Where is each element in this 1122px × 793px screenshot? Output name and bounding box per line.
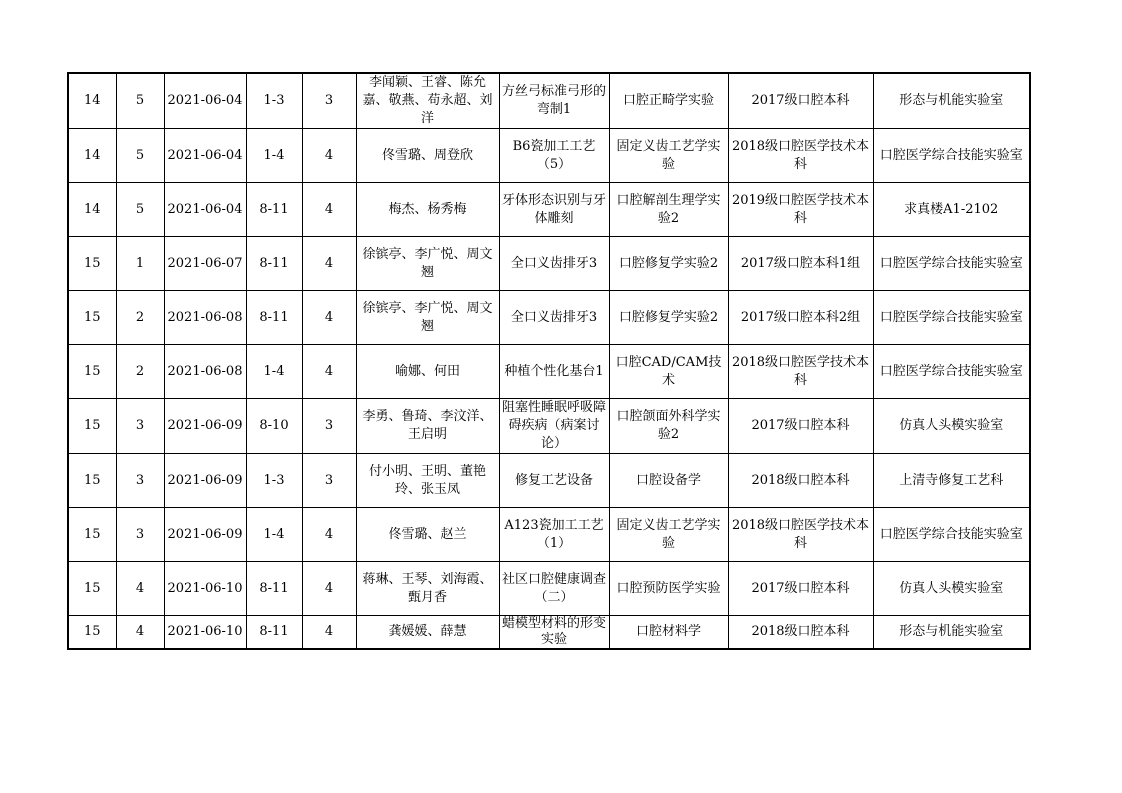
course-cell: 口腔解剖生理学实验2 [609, 183, 728, 237]
date-cell: 2021-06-04 [164, 129, 246, 183]
course-cell: 固定义齿工艺学实验 [609, 508, 728, 562]
weekday-cell: 5 [116, 129, 164, 183]
course-cell: 口腔正畸学实验 [609, 73, 728, 129]
teachers-cell: 龚媛媛、薛慧 [356, 616, 499, 650]
location-cell: 形态与机能实验室 [873, 73, 1030, 129]
table-row [68, 508, 1030, 562]
location-cell: 口腔医学综合技能实验室 [873, 508, 1030, 562]
table-row [68, 616, 1030, 650]
weekday-cell: 2 [116, 291, 164, 345]
topic-cell: 阻塞性睡眠呼吸障碍疾病（病案讨论） [499, 399, 609, 454]
topic-cell: B6瓷加工工艺（5） [499, 129, 609, 183]
date-cell: 2021-06-10 [164, 616, 246, 650]
period-cell: 1-3 [246, 73, 302, 129]
topic-cell: 方丝弓标准弓形的弯制1 [499, 73, 609, 129]
hours-cell: 3 [302, 454, 356, 508]
hours-cell: 3 [302, 399, 356, 454]
table-row [68, 237, 1030, 291]
hours-cell: 3 [302, 73, 356, 129]
hours-cell: 4 [302, 237, 356, 291]
date-cell: 2021-06-09 [164, 508, 246, 562]
period-cell: 8-11 [246, 237, 302, 291]
week-cell: 14 [68, 183, 116, 237]
class-cell: 2017级口腔本科 [728, 73, 873, 129]
weekday-cell: 1 [116, 237, 164, 291]
date-cell: 2021-06-10 [164, 562, 246, 616]
week-cell: 15 [68, 291, 116, 345]
course-cell: 口腔修复学实验2 [609, 237, 728, 291]
weekday-cell: 4 [116, 616, 164, 650]
weekday-cell: 3 [116, 399, 164, 454]
class-cell: 2019级口腔医学技术本科 [728, 183, 873, 237]
date-cell: 2021-06-04 [164, 183, 246, 237]
topic-cell: 蜡模型材料的形变实验 [499, 616, 609, 650]
topic-cell: 牙体形态识别与牙体雕刻 [499, 183, 609, 237]
course-cell: 口腔颌面外科学实验2 [609, 399, 728, 454]
class-cell: 2018级口腔本科 [728, 454, 873, 508]
period-cell: 1-3 [246, 454, 302, 508]
table-row [68, 454, 1030, 508]
week-cell: 15 [68, 345, 116, 399]
class-cell: 2017级口腔本科2组 [728, 291, 873, 345]
topic-cell: 全口义齿排牙3 [499, 291, 609, 345]
location-cell: 口腔医学综合技能实验室 [873, 291, 1030, 345]
class-cell: 2017级口腔本科1组 [728, 237, 873, 291]
hours-cell: 4 [302, 345, 356, 399]
date-cell: 2021-06-08 [164, 291, 246, 345]
week-cell: 14 [68, 129, 116, 183]
hours-cell: 4 [302, 129, 356, 183]
location-cell: 口腔医学综合技能实验室 [873, 237, 1030, 291]
table-row [68, 183, 1030, 237]
class-cell: 2018级口腔医学技术本科 [728, 129, 873, 183]
teachers-cell: 佟雪璐、周登欣 [356, 129, 499, 183]
teachers-cell: 徐镔亭、李广悦、周文翘 [356, 237, 499, 291]
class-cell: 2018级口腔医学技术本科 [728, 508, 873, 562]
period-cell: 8-11 [246, 183, 302, 237]
hours-cell: 4 [302, 508, 356, 562]
hours-cell: 4 [302, 616, 356, 650]
weekday-cell: 5 [116, 73, 164, 129]
hours-cell: 4 [302, 291, 356, 345]
teachers-cell: 李勇、鲁琦、李汶洋、王启明 [356, 399, 499, 454]
teachers-cell: 喻娜、何田 [356, 345, 499, 399]
date-cell: 2021-06-09 [164, 399, 246, 454]
course-cell: 固定义齿工艺学实验 [609, 129, 728, 183]
location-cell: 求真楼A1-2102 [873, 183, 1030, 237]
table-row [68, 129, 1030, 183]
course-cell: 口腔CAD/CAM技术 [609, 345, 728, 399]
class-cell: 2018级口腔本科 [728, 616, 873, 650]
location-cell: 形态与机能实验室 [873, 616, 1030, 650]
teachers-cell: 梅杰、杨秀梅 [356, 183, 499, 237]
period-cell: 8-10 [246, 399, 302, 454]
location-cell: 上清寺修复工艺科 [873, 454, 1030, 508]
class-cell: 2017级口腔本科 [728, 562, 873, 616]
week-cell: 15 [68, 616, 116, 650]
location-cell: 仿真人头模实验室 [873, 562, 1030, 616]
table-row [68, 73, 1030, 129]
date-cell: 2021-06-04 [164, 73, 246, 129]
table-row [68, 399, 1030, 454]
weekday-cell: 3 [116, 508, 164, 562]
week-cell: 14 [68, 73, 116, 129]
teachers-cell: 付小明、王明、董艳玲、张玉凤 [356, 454, 499, 508]
period-cell: 8-11 [246, 291, 302, 345]
date-cell: 2021-06-08 [164, 345, 246, 399]
topic-cell: 社区口腔健康调查（二） [499, 562, 609, 616]
location-cell: 口腔医学综合技能实验室 [873, 345, 1030, 399]
teachers-cell: 蒋琳、王琴、刘海霞、甄月香 [356, 562, 499, 616]
course-cell: 口腔设备学 [609, 454, 728, 508]
table-row [68, 345, 1030, 399]
week-cell: 15 [68, 562, 116, 616]
schedule-body [68, 73, 1030, 649]
weekday-cell: 2 [116, 345, 164, 399]
location-cell: 仿真人头模实验室 [873, 399, 1030, 454]
week-cell: 15 [68, 454, 116, 508]
schedule-table [67, 72, 1031, 650]
class-cell: 2018级口腔医学技术本科 [728, 345, 873, 399]
class-cell: 2017级口腔本科 [728, 399, 873, 454]
weekday-cell: 5 [116, 183, 164, 237]
period-cell: 8-11 [246, 616, 302, 650]
teachers-cell: 徐镔亭、李广悦、周文翘 [356, 291, 499, 345]
table-row [68, 291, 1030, 345]
weekday-cell: 3 [116, 454, 164, 508]
hours-cell: 4 [302, 183, 356, 237]
hours-cell: 4 [302, 562, 356, 616]
period-cell: 1-4 [246, 508, 302, 562]
table-row [68, 562, 1030, 616]
week-cell: 15 [68, 399, 116, 454]
teachers-cell: 李闻颖、王睿、陈允嘉、敬燕、苟永超、刘洋 [356, 73, 499, 129]
teachers-cell: 佟雪璐、赵兰 [356, 508, 499, 562]
topic-cell: 全口义齿排牙3 [499, 237, 609, 291]
period-cell: 8-11 [246, 562, 302, 616]
week-cell: 15 [68, 508, 116, 562]
weekday-cell: 4 [116, 562, 164, 616]
course-cell: 口腔修复学实验2 [609, 291, 728, 345]
topic-cell: 修复工艺设备 [499, 454, 609, 508]
week-cell: 15 [68, 237, 116, 291]
topic-cell: 种植个性化基台1 [499, 345, 609, 399]
course-cell: 口腔材料学 [609, 616, 728, 650]
course-cell: 口腔预防医学实验 [609, 562, 728, 616]
topic-cell: A123瓷加工工艺（1） [499, 508, 609, 562]
date-cell: 2021-06-09 [164, 454, 246, 508]
period-cell: 1-4 [246, 345, 302, 399]
date-cell: 2021-06-07 [164, 237, 246, 291]
location-cell: 口腔医学综合技能实验室 [873, 129, 1030, 183]
period-cell: 1-4 [246, 129, 302, 183]
